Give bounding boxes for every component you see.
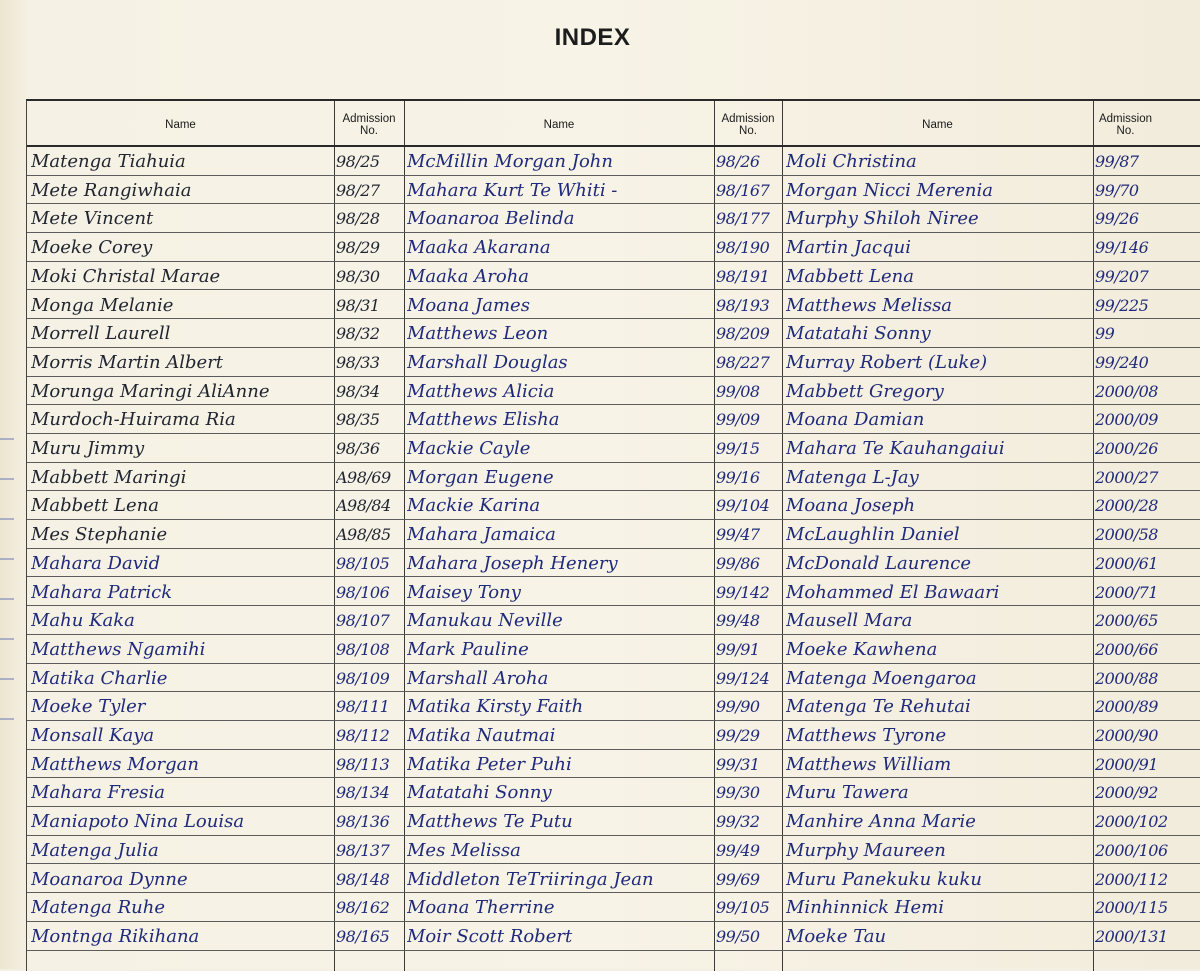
entry-admission-no: 2000/58	[1095, 525, 1158, 545]
entry-name: Matika Kirsty Faith	[407, 696, 584, 718]
entry-admission-no: 99/90	[716, 697, 760, 717]
header-admission-3: Admission No.	[1098, 113, 1153, 137]
entry-admission-no: 98/113	[336, 754, 390, 774]
table-row	[27, 319, 1200, 348]
table-row	[27, 664, 1200, 693]
entry-name: Monsall Kaya	[31, 725, 155, 746]
entry-name: Mackie Cayle	[407, 438, 531, 459]
entry-admission-no: 98/134	[336, 783, 390, 803]
table-row	[27, 606, 1200, 635]
entry-name: Mes Melissa	[407, 839, 521, 861]
entry-admission-no: 99/47	[716, 525, 760, 545]
entry-admission-no: 2000/131	[1095, 926, 1168, 946]
entry-admission-no: 99/142	[716, 582, 770, 602]
entry-admission-no: 99/08	[716, 381, 760, 401]
entry-admission-no: 2000/115	[1095, 898, 1168, 918]
entry-admission-no: 98/111	[336, 697, 390, 717]
entry-name: Matika Charlie	[31, 667, 168, 689]
entry-name: Manhire Anna Marie	[786, 811, 976, 833]
entry-admission-no: 99/26	[1095, 209, 1139, 229]
entry-admission-no: 2000/26	[1095, 439, 1158, 458]
table-row	[27, 635, 1200, 664]
entry-name: Morunga Maringi AliAnne	[31, 380, 270, 402]
entry-admission-no: 99/86	[716, 553, 760, 573]
table-row	[27, 405, 1200, 434]
entry-admission-no: 2000/27	[1095, 467, 1158, 487]
entry-admission-no: 98/34	[336, 381, 380, 401]
entry-name: Murphy Shiloh Niree	[786, 208, 979, 230]
entry-name: Matika Nautmai	[407, 725, 556, 746]
entry-name: Manukau Neville	[407, 610, 563, 632]
margin-ink-marks	[0, 420, 14, 720]
table-row	[27, 836, 1200, 865]
entry-admission-no: 98/191	[716, 266, 770, 286]
entry-name: Marshall Aroha	[407, 667, 549, 689]
entry-name: Moeke Tyler	[31, 696, 146, 718]
entry-name: Matthews Morgan	[31, 753, 199, 775]
entry-admission-no: 2000/106	[1095, 840, 1168, 860]
entry-admission-no: A98/85	[336, 525, 391, 545]
entry-name: Morgan Nicci Merenia	[786, 179, 994, 201]
entry-admission-no: 98/32	[336, 324, 380, 344]
entry-name: McLaughlin Daniel	[786, 524, 960, 546]
table-row	[27, 291, 1200, 320]
entry-name: Moana Damian	[786, 409, 925, 431]
table-row	[27, 549, 1200, 578]
entry-admission-no: 2000/102	[1095, 812, 1168, 832]
entry-admission-no: 2000/112	[1095, 869, 1168, 889]
entry-name: Minhinnick Hemi	[786, 897, 944, 919]
entry-name: Mahara Kurt Te Whiti -	[407, 179, 618, 201]
table-row	[27, 807, 1200, 836]
entry-admission-no: 99/91	[716, 639, 760, 659]
table-row	[27, 147, 1200, 176]
entry-name: Mes Stephanie	[31, 524, 168, 546]
entry-admission-no: 98/36	[336, 439, 380, 458]
entry-admission-no: 98/109	[336, 668, 390, 688]
entry-name: Mabbett Maringi	[31, 466, 187, 488]
entry-name: Middleton TeTriiringa Jean	[407, 868, 654, 890]
entry-name: Maaka Aroha	[407, 265, 530, 287]
entry-name: Mabbett Lena	[31, 495, 159, 517]
entry-name: Mabbett Gregory	[786, 380, 944, 402]
entry-admission-no: 2000/28	[1095, 496, 1158, 516]
entry-name: Moeke Tau	[786, 925, 887, 947]
entry-name: Moli Christina	[786, 151, 917, 172]
page-title: INDEX	[554, 24, 631, 51]
entry-name: Maaka Akarana	[407, 237, 551, 259]
entry-name: Muru Tawera	[786, 782, 909, 804]
entry-admission-no: 99/104	[716, 496, 770, 516]
entry-name: Mahara Te Kauhangaiui	[786, 438, 1005, 459]
entry-admission-no: 98/33	[336, 352, 380, 372]
entry-name: Moana Therrine	[407, 897, 555, 919]
entry-admission-no: 98/190	[716, 238, 770, 258]
entry-name: Moanaroa Dynne	[31, 868, 188, 890]
entry-name: Morrell Laurell	[31, 323, 171, 345]
entry-name: Matthews Ngamihi	[31, 638, 206, 660]
entry-admission-no: 98/105	[336, 553, 390, 573]
entry-name: Mark Pauline	[407, 638, 529, 660]
entry-admission-no: 2000/09	[1095, 410, 1158, 430]
entry-admission-no: 2000/92	[1095, 783, 1158, 803]
entry-name: Matthews Te Putu	[407, 811, 573, 833]
entry-admission-no: 98/136	[336, 812, 390, 832]
entry-admission-no: 98/137	[336, 840, 390, 860]
entry-admission-no: 98/162	[336, 898, 390, 918]
entry-admission-no: 98/31	[336, 295, 380, 315]
index-ledger-table	[26, 99, 1200, 971]
entry-admission-no: 98/29	[336, 238, 380, 258]
entry-admission-no: 98/112	[336, 726, 390, 745]
entry-admission-no: 99/207	[1095, 266, 1149, 286]
entry-admission-no: 98/28	[336, 209, 380, 229]
table-row	[27, 491, 1200, 520]
entry-admission-no: 98/209	[716, 324, 770, 344]
table-row	[27, 750, 1200, 779]
entry-admission-no: 2000/91	[1095, 754, 1158, 774]
entry-admission-no: 2000/88	[1095, 668, 1158, 688]
entry-admission-no: 99/87	[1095, 152, 1139, 171]
entry-name: Matthews William	[786, 753, 952, 775]
entry-name: Matenga Ruhe	[31, 897, 166, 919]
header-name-1: Name	[165, 119, 196, 131]
entry-admission-no: 2000/08	[1095, 381, 1158, 401]
entry-name: Montnga Rikihana	[31, 925, 200, 947]
entry-admission-no: 98/227	[716, 352, 770, 372]
entry-name: Matenga Tiahuia	[31, 151, 186, 172]
entry-admission-no: 99/31	[716, 754, 760, 774]
entry-admission-no: 99/50	[716, 926, 760, 946]
entry-name: Morris Martin Albert	[31, 351, 224, 373]
entry-name: Moeke Kawhena	[786, 638, 938, 660]
entry-name: Matenga Moengaroa	[786, 667, 977, 689]
entry-name: Mete Rangiwhaia	[31, 179, 192, 201]
table-row	[27, 520, 1200, 549]
entry-name: Mahara David	[31, 552, 161, 574]
table-row	[27, 348, 1200, 377]
table-row	[27, 922, 1200, 951]
entry-name: Matatahi Sonny	[407, 782, 552, 804]
entry-name: Moana James	[407, 294, 530, 316]
table-row	[27, 865, 1200, 894]
entry-admission-no: 99/30	[716, 783, 760, 803]
table-row	[27, 721, 1200, 750]
entry-name: Mohammed El Bawaari	[786, 581, 1000, 603]
entry-admission-no: 99/225	[1095, 295, 1149, 315]
entry-admission-no: 98/108	[336, 639, 390, 659]
header-name-3: Name	[922, 119, 953, 131]
entry-admission-no: A98/84	[336, 496, 391, 516]
entry-name: Mahu Kaka	[31, 610, 135, 632]
table-row	[27, 262, 1200, 291]
table-row	[27, 204, 1200, 233]
entry-admission-no: 99/09	[716, 410, 760, 430]
entry-admission-no: 99/32	[716, 812, 760, 832]
entry-name: Matthews Tyrone	[786, 725, 947, 746]
entry-name: Monga Melanie	[31, 294, 174, 316]
entry-admission-no: 2000/90	[1095, 726, 1158, 745]
entry-name: Moki Christal Marae	[31, 265, 221, 287]
entry-admission-no: 99/146	[1095, 238, 1149, 258]
entry-name: Moana Joseph	[786, 495, 916, 517]
entry-admission-no: 98/30	[336, 266, 380, 286]
entry-admission-no: 98/106	[336, 582, 390, 602]
entry-name: Marshall Douglas	[407, 351, 568, 373]
entry-admission-no: 98/27	[336, 180, 380, 200]
entry-admission-no: 2000/61	[1095, 553, 1158, 573]
table-row	[27, 692, 1200, 721]
entry-admission-no: A98/69	[336, 467, 391, 487]
table-row	[27, 578, 1200, 607]
entry-name: Mabbett Lena	[786, 265, 914, 287]
table-row	[27, 463, 1200, 492]
entry-name: Muru Panekuku kuku	[786, 868, 982, 890]
entry-name: Maisey Tony	[407, 581, 521, 603]
entry-name: McDonald Laurence	[786, 552, 971, 574]
entry-name: Mahara Joseph Henery	[407, 552, 618, 574]
entry-name: Mete Vincent	[31, 208, 154, 230]
entry-admission-no: 99/240	[1095, 352, 1149, 372]
entry-name: Mackie Karina	[407, 495, 541, 517]
entry-name: Martin Jacqui	[786, 237, 911, 259]
entry-name: Matika Peter Puhi	[407, 753, 572, 775]
entry-admission-no: 2000/65	[1095, 611, 1158, 631]
entry-admission-no: 2000/71	[1095, 582, 1158, 602]
table-row	[27, 233, 1200, 262]
entry-admission-no: 99/124	[716, 668, 770, 688]
entry-name: Murray Robert (Luke)	[786, 351, 988, 373]
entry-admission-no: 99/105	[716, 898, 770, 918]
entry-admission-no: 99/69	[716, 869, 760, 889]
entry-name: Mahara Jamaica	[407, 524, 556, 546]
entry-name: Matenga Te Rehutai	[786, 696, 971, 718]
entry-admission-no: 98/177	[716, 209, 770, 229]
entry-admission-no: 99/16	[716, 467, 760, 487]
entry-admission-no: 99/70	[1095, 180, 1139, 200]
entry-admission-no: 99/29	[716, 726, 760, 745]
entry-admission-no: 98/25	[336, 152, 380, 171]
entry-name: Maniapoto Nina Louisa	[31, 811, 245, 833]
entry-name: Matthews Alicia	[407, 380, 555, 402]
entry-name: Murphy Maureen	[786, 839, 946, 861]
entry-name: Moeke Corey	[31, 237, 153, 259]
entry-admission-no: 98/26	[716, 152, 760, 171]
entry-admission-no: 99/48	[716, 611, 760, 631]
entry-name: Murdoch-Huirama Ria	[31, 409, 236, 431]
entry-name: Matthews Leon	[407, 323, 549, 345]
entry-admission-no: 2000/66	[1095, 639, 1158, 659]
entry-name: Matenga Julia	[31, 839, 159, 861]
table-row	[27, 893, 1200, 922]
header-admission-1: Admission No.	[342, 113, 396, 137]
entry-admission-no: 98/148	[336, 869, 390, 889]
table-row	[27, 176, 1200, 205]
entry-name: Matenga L-Jay	[786, 466, 919, 488]
entry-name: Mausell Mara	[786, 610, 913, 632]
entry-name: Matthews Elisha	[407, 409, 560, 431]
entry-admission-no: 99/49	[716, 840, 760, 860]
entry-name: Mahara Patrick	[31, 581, 173, 603]
entry-admission-no: 2000/89	[1095, 697, 1158, 717]
entry-name: Moir Scott Robert	[407, 925, 573, 947]
entry-name: Morgan Eugene	[407, 466, 554, 488]
entry-admission-no: 98/107	[336, 611, 390, 631]
entry-admission-no: 98/167	[716, 180, 770, 200]
entry-name: Muru Jimmy	[31, 438, 145, 459]
entry-name: Matatahi Sonny	[786, 323, 931, 345]
entry-admission-no: 98/165	[336, 926, 390, 946]
table-row	[27, 434, 1200, 463]
entry-admission-no: 99/15	[716, 439, 760, 458]
table-row	[27, 778, 1200, 807]
entry-admission-no: 98/193	[716, 295, 770, 315]
header-name-2: Name	[543, 119, 575, 131]
entry-admission-no: 99	[1095, 324, 1115, 344]
entry-name: Mahara Fresia	[31, 782, 166, 804]
table-row	[27, 377, 1200, 406]
entry-admission-no: 98/35	[336, 410, 380, 430]
entry-name: McMillin Morgan John	[407, 151, 613, 172]
header-admission-2: Admission No.	[721, 113, 775, 137]
entry-name: Moanaroa Belinda	[407, 208, 575, 230]
entry-name: Matthews Melissa	[786, 294, 953, 316]
